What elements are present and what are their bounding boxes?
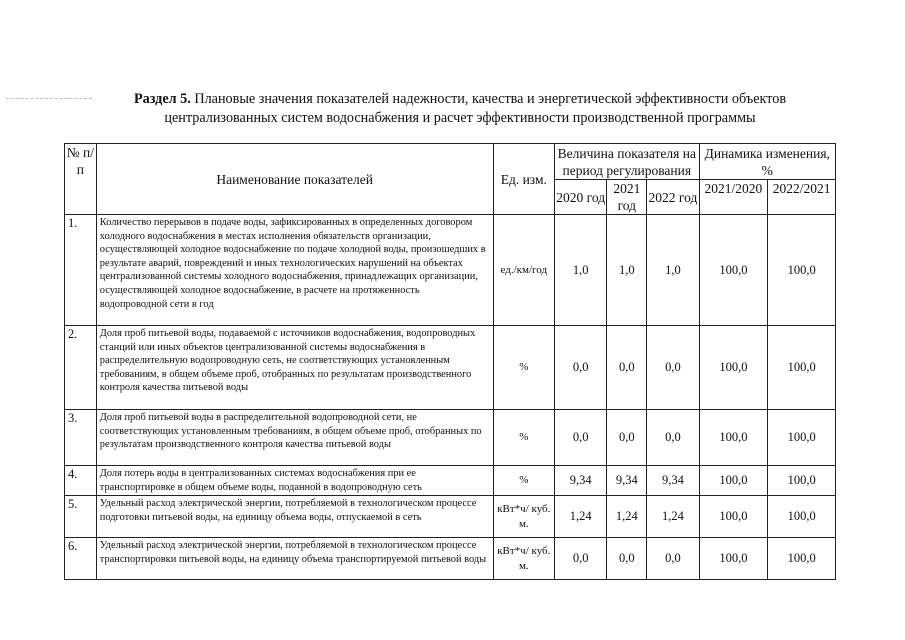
row-number: 2.	[65, 326, 97, 410]
row-value-2020: 0,0	[555, 326, 607, 410]
row-value-2020: 0,0	[555, 538, 607, 580]
section-title	[100, 90, 820, 128]
row-value-2021: 9,34	[607, 466, 647, 496]
row-value-2022: 0,0	[647, 410, 699, 466]
row-indicator-name: Количество перерывов в подаче воды, зафиксированных в определенных договором холодного водоснабжения в местах исполнения обязательств организации, осуществляющей холодное водоснабжение по подаче холодной воды, произошедших в результате аварий, повреждений и иных технологических нарушений на объектах централизованной системы холодного водоснабжения, принадлежащих организации, осуществляющей холодное водоснабжение, в расчете на протяженность водопроводной сети в год	[96, 215, 493, 326]
row-value-2022: 1,0	[647, 215, 699, 326]
row-indicator-name: Удельный расход электрической энергии, потребляемой в технологическом процессе транспортировки питьевой воды, на единицу объема транспортируемой питьевой воды	[96, 538, 493, 580]
row-unit: %	[493, 410, 555, 466]
row-number: 4.	[65, 466, 97, 496]
row-dynamics-2022: 100,0	[768, 466, 836, 496]
row-dynamics-2022: 100,0	[768, 496, 836, 538]
table-row	[65, 326, 836, 410]
row-indicator-name: Удельный расход электрической энергии, потребляемой в технологическом процессе подготовки питьевой воды, на единицу объема воды, отпускаемой в сеть	[96, 496, 493, 538]
table-row	[65, 215, 836, 326]
row-value-2021: 1,0	[607, 215, 647, 326]
row-value-2020: 9,34	[555, 466, 607, 496]
header-name: Наименование показателей	[96, 144, 493, 215]
header-dynamics: Динамика изменения, %	[699, 144, 835, 180]
header-num: № п/п	[65, 144, 97, 215]
row-dynamics-2021: 100,0	[699, 538, 768, 580]
row-dynamics-2021: 100,0	[699, 326, 768, 410]
row-unit: кВт*ч/ куб. м.	[493, 538, 555, 580]
row-dynamics-2022: 100,0	[768, 410, 836, 466]
row-number: 3.	[65, 410, 97, 466]
row-dynamics-2021: 100,0	[699, 496, 768, 538]
header-dyn-2021: 2021/2020	[699, 180, 768, 215]
row-number: 1.	[65, 215, 97, 326]
row-value-2022: 0,0	[647, 326, 699, 410]
header-row-1	[65, 144, 836, 180]
table-body	[65, 144, 836, 580]
header-year-2021: 2021 год	[607, 180, 647, 215]
table-row	[65, 496, 836, 538]
row-dynamics-2021: 100,0	[699, 466, 768, 496]
scan-artifact-line	[6, 98, 92, 99]
header-year-2020: 2020 год	[555, 180, 607, 215]
indicators-table	[64, 143, 836, 580]
header-year-2022: 2022 год	[647, 180, 699, 215]
row-value-2021: 0,0	[607, 326, 647, 410]
row-unit: кВт*ч/ куб. м.	[493, 496, 555, 538]
header-unit: Ед. изм.	[493, 144, 555, 215]
row-indicator-name: Доля проб питьевой воды, подаваемой с источников водоснабжения, водопроводных станций или иных объектов централизованной системы водоснабжения в распределительную водопроводную сеть, не соответствующих установленным требованиям, в общем объеме проб, отобранных по результатам производственного контроля качества питьевой воды	[96, 326, 493, 410]
row-value-2022: 0,0	[647, 538, 699, 580]
row-dynamics-2022: 100,0	[768, 538, 836, 580]
row-unit: ед./км/год	[493, 215, 555, 326]
row-unit: %	[493, 326, 555, 410]
row-value-2021: 1,24	[607, 496, 647, 538]
row-value-2022: 1,24	[647, 496, 699, 538]
section-title-bold: Раздел 5.	[133, 91, 191, 107]
table-row	[65, 466, 836, 496]
section-title-text: Плановые значения показателей надежности, качества и энергетической эффективности объектов централизованных систем водоснабжения и расчет эффективности производственной программы	[164, 91, 787, 126]
row-value-2022: 9,34	[647, 466, 699, 496]
table-row	[65, 538, 836, 580]
row-dynamics-2021: 100,0	[699, 215, 768, 326]
row-dynamics-2022: 100,0	[768, 326, 836, 410]
row-unit: %	[493, 466, 555, 496]
row-dynamics-2021: 100,0	[699, 410, 768, 466]
row-value-2020: 1,0	[555, 215, 607, 326]
row-number: 6.	[65, 538, 97, 580]
row-value-2020: 1,24	[555, 496, 607, 538]
header-dyn-2022: 2022/2021	[768, 180, 836, 215]
row-indicator-name: Доля потерь воды в централизованных системах водоснабжения при ее транспортировке в общем объеме воды, поданной в водопроводную сеть	[96, 466, 493, 496]
row-value-2020: 0,0	[555, 410, 607, 466]
header-period: Величина показателя на период регулирования	[555, 144, 700, 180]
row-number: 5.	[65, 496, 97, 538]
row-value-2021: 0,0	[607, 410, 647, 466]
table-row	[65, 410, 836, 466]
row-dynamics-2022: 100,0	[768, 215, 836, 326]
row-value-2021: 0,0	[607, 538, 647, 580]
row-indicator-name: Доля проб питьевой воды в распределительной водопроводной сети, не соответствующих установленным требованиям, в общем объеме проб, отобранных по результатам производственного контроля качества питьевой воды	[96, 410, 493, 466]
